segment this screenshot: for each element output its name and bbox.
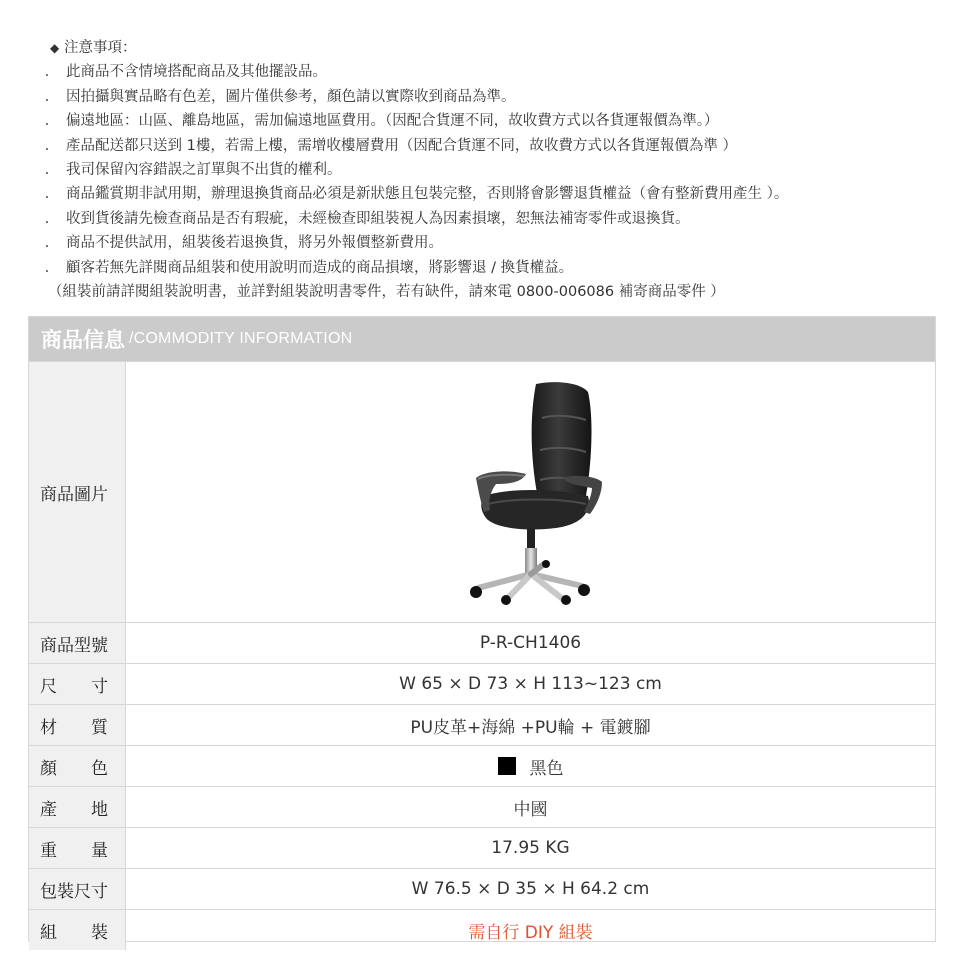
notice-item [38, 207, 938, 231]
row-label-package: 包裝尺寸 [29, 869, 126, 909]
notice-item [38, 134, 938, 158]
diamond-icon: ◆ [50, 41, 60, 55]
product-image [126, 362, 935, 622]
row-label-weight: 重 量 [29, 828, 126, 868]
notice-item-text: 此商品不含情境搭配商品及其他擺設品。 [66, 64, 327, 81]
black-swatch-icon [498, 757, 516, 775]
bullet: ． [44, 64, 60, 81]
notice-item-text: 顧客若無先詳閱商品組裝和使用說明而造成的商品損壞，將影響退 / 換貨權益。 [66, 259, 574, 276]
row-value-color [126, 746, 935, 786]
table-row [29, 663, 935, 704]
notice-item [38, 109, 938, 133]
bullet: ． [44, 259, 60, 276]
bullet: ． [44, 235, 60, 252]
bullet: ． [44, 186, 60, 203]
notice-item [38, 256, 938, 280]
notice-item-text: 因拍攝與實品略有色差，圖片僅供參考，顏色請以實際收到商品為準。 [66, 88, 516, 105]
commodity-info-table [28, 316, 936, 942]
row-value-size: W 65 × D 73 × H 113~123 cm [399, 674, 662, 694]
office-chair-image [456, 378, 606, 606]
notice-heading-text: 注意事項： [64, 40, 137, 56]
notice-item-text: 我司保留內容錯誤之訂單與不出貨的權利。 [66, 162, 342, 179]
image-row [29, 361, 935, 622]
table-row [29, 786, 935, 827]
notice-item-text: 商品不提供試用，組裝後若退換貨，將另外報價整新費用。 [66, 235, 443, 252]
bullet: ． [44, 210, 60, 227]
table-row [29, 622, 935, 663]
bullet: ． [44, 137, 60, 154]
row-value-material: PU皮革+海綿 +PU輪 + 電鍍腳 [410, 717, 651, 738]
notice-item [38, 158, 938, 182]
info-subtitle: /COMMODITY INFORMATION [129, 330, 353, 347]
notice-item-text: 偏遠地區：山區、離島地區，需加偏遠地區費用。（因配合貨運不同，故收費方式以各貨運報價為準。） [66, 113, 719, 130]
info-title: 商品信息 [41, 328, 125, 352]
notice-heading [38, 36, 938, 60]
bullet: ． [44, 88, 60, 105]
notice-item [38, 60, 938, 84]
row-label-color: 顏 色 [29, 746, 126, 786]
table-row [29, 827, 935, 868]
row-value-package: W 76.5 × D 35 × H 64.2 cm [411, 879, 650, 899]
table-row [29, 909, 935, 950]
row-value-assembly: 需自行 DIY 組裝 [468, 922, 593, 943]
row-label-material: 材 質 [29, 705, 126, 745]
row-label-assembly: 組 裝 [29, 910, 126, 950]
row-label-origin: 產 地 [29, 787, 126, 827]
notice-footer: （組裝前請詳閱組裝說明書，並詳對組裝說明書零件，若有缺件，請來電 0800-006086 補寄商品零件 ） [48, 284, 725, 301]
bullet: ． [44, 162, 60, 179]
notice-item-text: 收到貨後請先檢查商品是否有瑕疵，未經檢查即組裝視人為因素損壞，恕無法補寄零件或退換貨。 [66, 210, 690, 227]
table-row [29, 704, 935, 745]
notice-item [38, 85, 938, 109]
notice-item [38, 182, 938, 206]
bullet: ． [44, 113, 60, 130]
table-row [29, 745, 935, 786]
row-value-model: P-R-CH1406 [479, 633, 582, 653]
table-row [29, 868, 935, 909]
notice-section [38, 36, 938, 304]
row-value-weight: 17.95 KG [491, 838, 570, 858]
image-label: 商品圖片 [29, 362, 126, 622]
row-label-model: 商品型號 [29, 623, 126, 663]
notice-item-text: 商品鑑賞期非試用期，辦理退換貨商品必須是新狀態且包裝完整，否則將會影響退貨權益（會有整新費用產生 ）。 [66, 186, 789, 203]
row-value-origin: 中國 [513, 799, 548, 820]
row-label-size: 尺 寸 [29, 664, 126, 704]
info-header [29, 317, 935, 361]
notice-item-text: 產品配送都只送到 1樓，若需上樓，需增收樓層費用（因配合貨運不同，故收費方式以各貨運報價為準 ） [66, 137, 737, 154]
notice-item [38, 231, 938, 255]
color-name: 黑色 [529, 758, 564, 779]
